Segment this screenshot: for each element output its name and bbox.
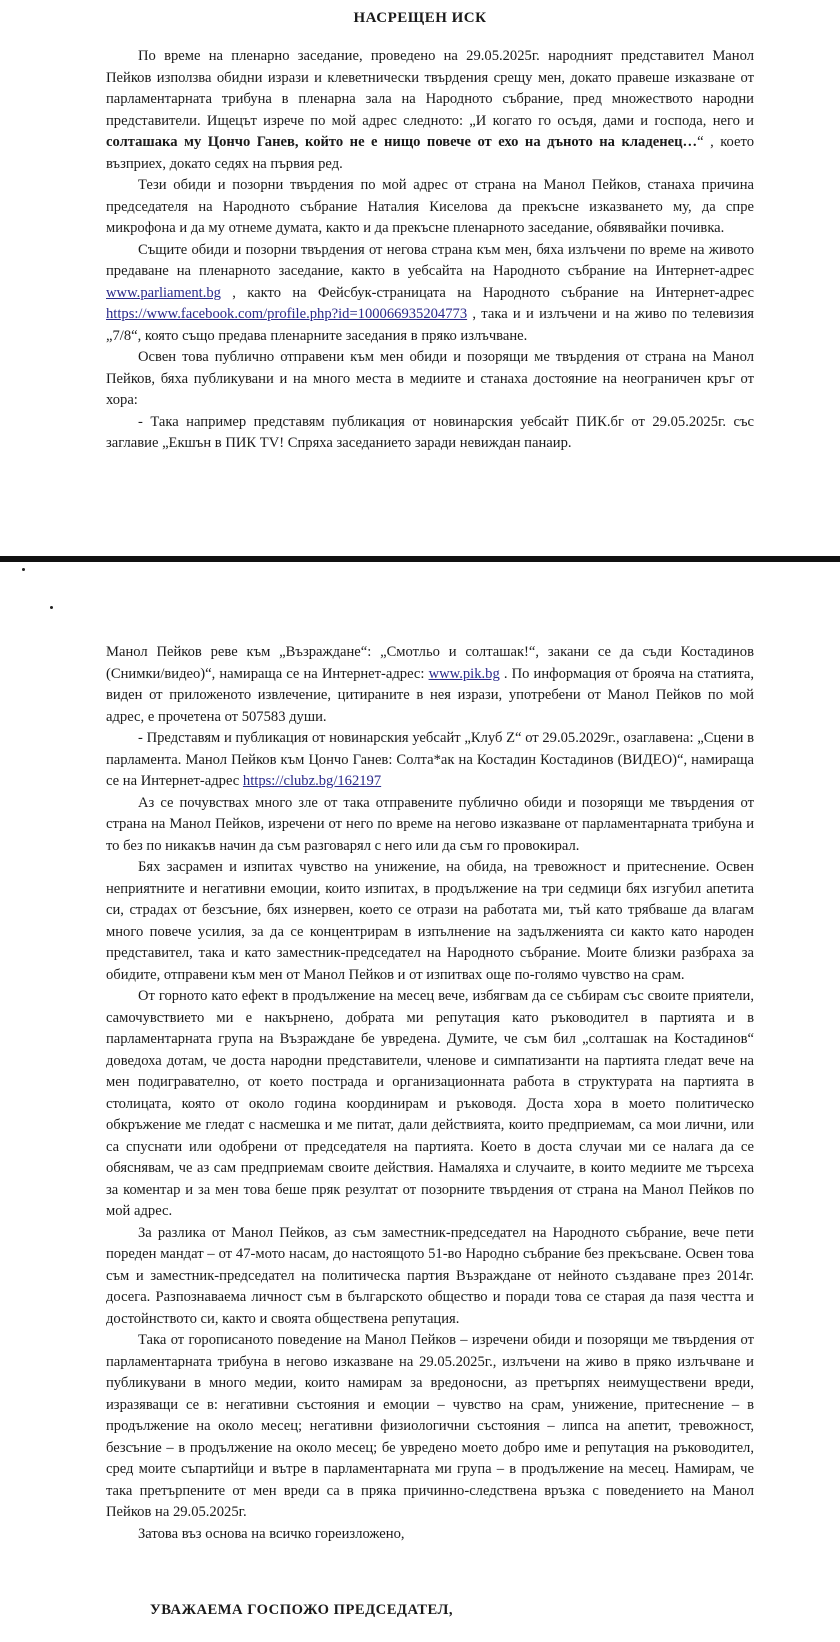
clubz-link[interactable]: https://clubz.bg/162197 [242,773,382,789]
scan-speck [50,606,53,609]
paragraph-text: . По информация от брояча на статията, виден от приложеното извлечение, цитираните в нея изрази, употребени от Манол Пейков по мой адрес, е прочетена от 507583 души. [106,665,755,725]
paragraph-text: , така и и излъчени и на живо по телевизия „7/8“, която също предава пленарните заседания в пряко излъчване. [106,306,754,344]
document-page-2 [0,562,840,1642]
document-title: НАСРЕЩЕН ИСК [353,10,487,26]
paragraph-text: “ , което възприех, докато седях на първия ред. [106,134,754,172]
paragraph: Бях засрамен и изпитах чувство на унижение, на обида, на тревожност и притеснение. Освен неприятните и негативни емоции, които изпитах, в продължение на три седмици бях изгубил апетита си, страдах от безсъние, бях изнервен, което се отрази на работата ми, тъй като трябваше да влагам много повече усилия, за да се концентрирам в изпълнение на задълженията си както като народен представител, така и като заместник-председател на Народното събрание. Моите близки разбраха за обидите, отправени към мен от Манол Пейков и от изпитвах още по-голямо чувство на срам. [106,859,754,983]
list-item [106,728,754,793]
paragraph [106,240,754,348]
page-1-body [106,46,754,455]
paragraph: Така от горописаното поведение на Манол Пейков – изречени обиди и позорящи ме твърдения от парламентарната трибуна в негово изказване на 29.05.2025г., излъчени на живо в пряко излъчване и публикувани в много медии, които намирам за вредоносни, аз претърпях неимуществени вреди, изразяващи се в: негативни състояния и емоции – чувство на срам, унижение, притеснение – в продължение на около месец; негативни физиологични състояния – липса на апетит, тревожност, безсъние – в продължение на около месец; бе увредено моето добро име и репутация на ръководител, сред моите съпартийци и вътре в парламентарната ми група – в продължение на месец. Намирам, че така претърпените от мен вреди са в пряка причинно-следствена връзка с поведението на Манол Пейков на 29.05.2025г. [106,1332,754,1520]
bold-quote: солташака му Цончо Ганев, който не е нищо повече от ехо на дъното на кладенец… [106,134,698,150]
paragraph [106,642,754,728]
parliament-link[interactable]: www.parliament.bg [106,284,221,301]
paragraph: Затова въз основа на всичко гореизложено, [138,1525,405,1542]
paragraph-text: Същите обиди и позорни твърдения от негова страна към мен, бяха излъчени по време на живото предаване на пленарното заседание, както в уебсайта на Народното събрание на Интернет-адрес [106,241,754,279]
paragraph-text: Манол Пейков реве към „Възраждане“: „Смотльо и солташак!“, закани се да съди Костадинов (Снимки/видео)“, намираща се на Интернет-адрес: [106,644,754,682]
paragraph-text: , както на Фейсбук-страницата на Народното събрание на Интернет-адрес [220,284,754,301]
paragraph: За разлика от Манол Пейков, аз съм заместник-председател на Народното събрание, вече пети пореден мандат – от 47-мото насам, до настоящото 51-во Народно събрание без прекъсване. Освен това съм и заместник-председател на политическа партия Възраждане от нейното създаване през 2014г. досега. Разпознаваема личност съм в българското общество и поради това се старая да пазя честта и достойнството си, както и своята обществена репутация. [106,1224,754,1327]
paragraph: Освен това публично отправени към мен обиди и позорящи ме твърдения от страна на Манол Пейков, бяха публикувани и на много места в медиите и станаха достояние на неограничен кръг от хора: [106,349,754,408]
paragraph-text: По време на пленарно заседание, проведено на 29.05.2025г. народният представител Манол Пейков използва обидни изрази и клеветнически твърдения срещу мен, докато правеше изказване от парламентарната трибуна в пленарна зала на Народното събрание, пред множеството народни представители. Ищецът изрече по мой адрес следното: „И когато го осъдя, дами и господа, него и [106,48,754,129]
paragraph-text: - Представям и публикация от новинарския уебсайт „Клуб Z“ от 29.05.2029г., озаглавена: „Сцени в парламента. Манол Пейков към Цончо Ганев: Солта*ак на Костадин Костадинов (ВИДЕО)“, намираща се на Интернет-адрес [106,730,754,789]
pik-link[interactable]: www.pik.bg [428,665,500,682]
paragraph: Тези обиди и позорни твърдения по мой адрес от страна на Манол Пейков, станаха причина председателя на Народното събрание Наталия Киселова да прекъсне изказването му, да спре микрофона и да му отнеме думата, както и да прекъсне пленарното заседание, обявявайки почивка. [106,177,754,236]
scan-speck [22,568,25,571]
page-2-body [106,642,754,1545]
paragraph: Аз се почувствах много зле от така отправените публично обиди и позорящи ме твърдения от страна на Манол Пейков, изречени от него по време на негово изказване от парламентарната трибуна и то без по никакъв начин да съм разговарял с него или да съм го провокирал. [106,794,754,854]
paragraph [106,46,754,175]
facebook-link[interactable]: https://www.facebook.com/profile.php?id=100066935204773 [106,306,468,322]
paragraph: От горното като ефект в продължение на месец вече, избягвам да се събирам със своите приятели, самочувствието ми е накърнено, добрата ми репутация като ръководител в партията и в парламентарната група на Възраждане бе увредена. Думите, че съм бил „солташак на Костадинов“ доведоха дотам, че доста народни представители, членове и симпатизанти на партията гледат вече на мен подигравателно, от което пострада и организационната работа в структурата на партията в столицата, която от около година координирам и ръководя. Доста хора в моето политическо обкръжение ме гледат с насмешка и ме питат, дали действията, които предприемам, са мои лични, или са спуснати или одобрени от председателя на партията. Което в доста случаи ми се налага да се обяснявам, че аз сам предприемам своите действия. Намаляха и случаите, в които медиите ме търсеха за коментар и за мен това беше пряк резултат от позорните твърдения от страна на Манол Пейков по мой адрес. [106,988,754,1219]
salutation: УВАЖАЕМА ГОСПОЖО ПРЕДСЕДАТЕЛ, [150,1602,454,1618]
document-page-1 [0,0,840,556]
list-item: - Така например представям публикация от новинарския уебсайт ПИК.бг от 29.05.2025г. със заглавие „Екшън в ПИК TV! Спряха заседанието заради невиждан панаир. [106,413,754,451]
